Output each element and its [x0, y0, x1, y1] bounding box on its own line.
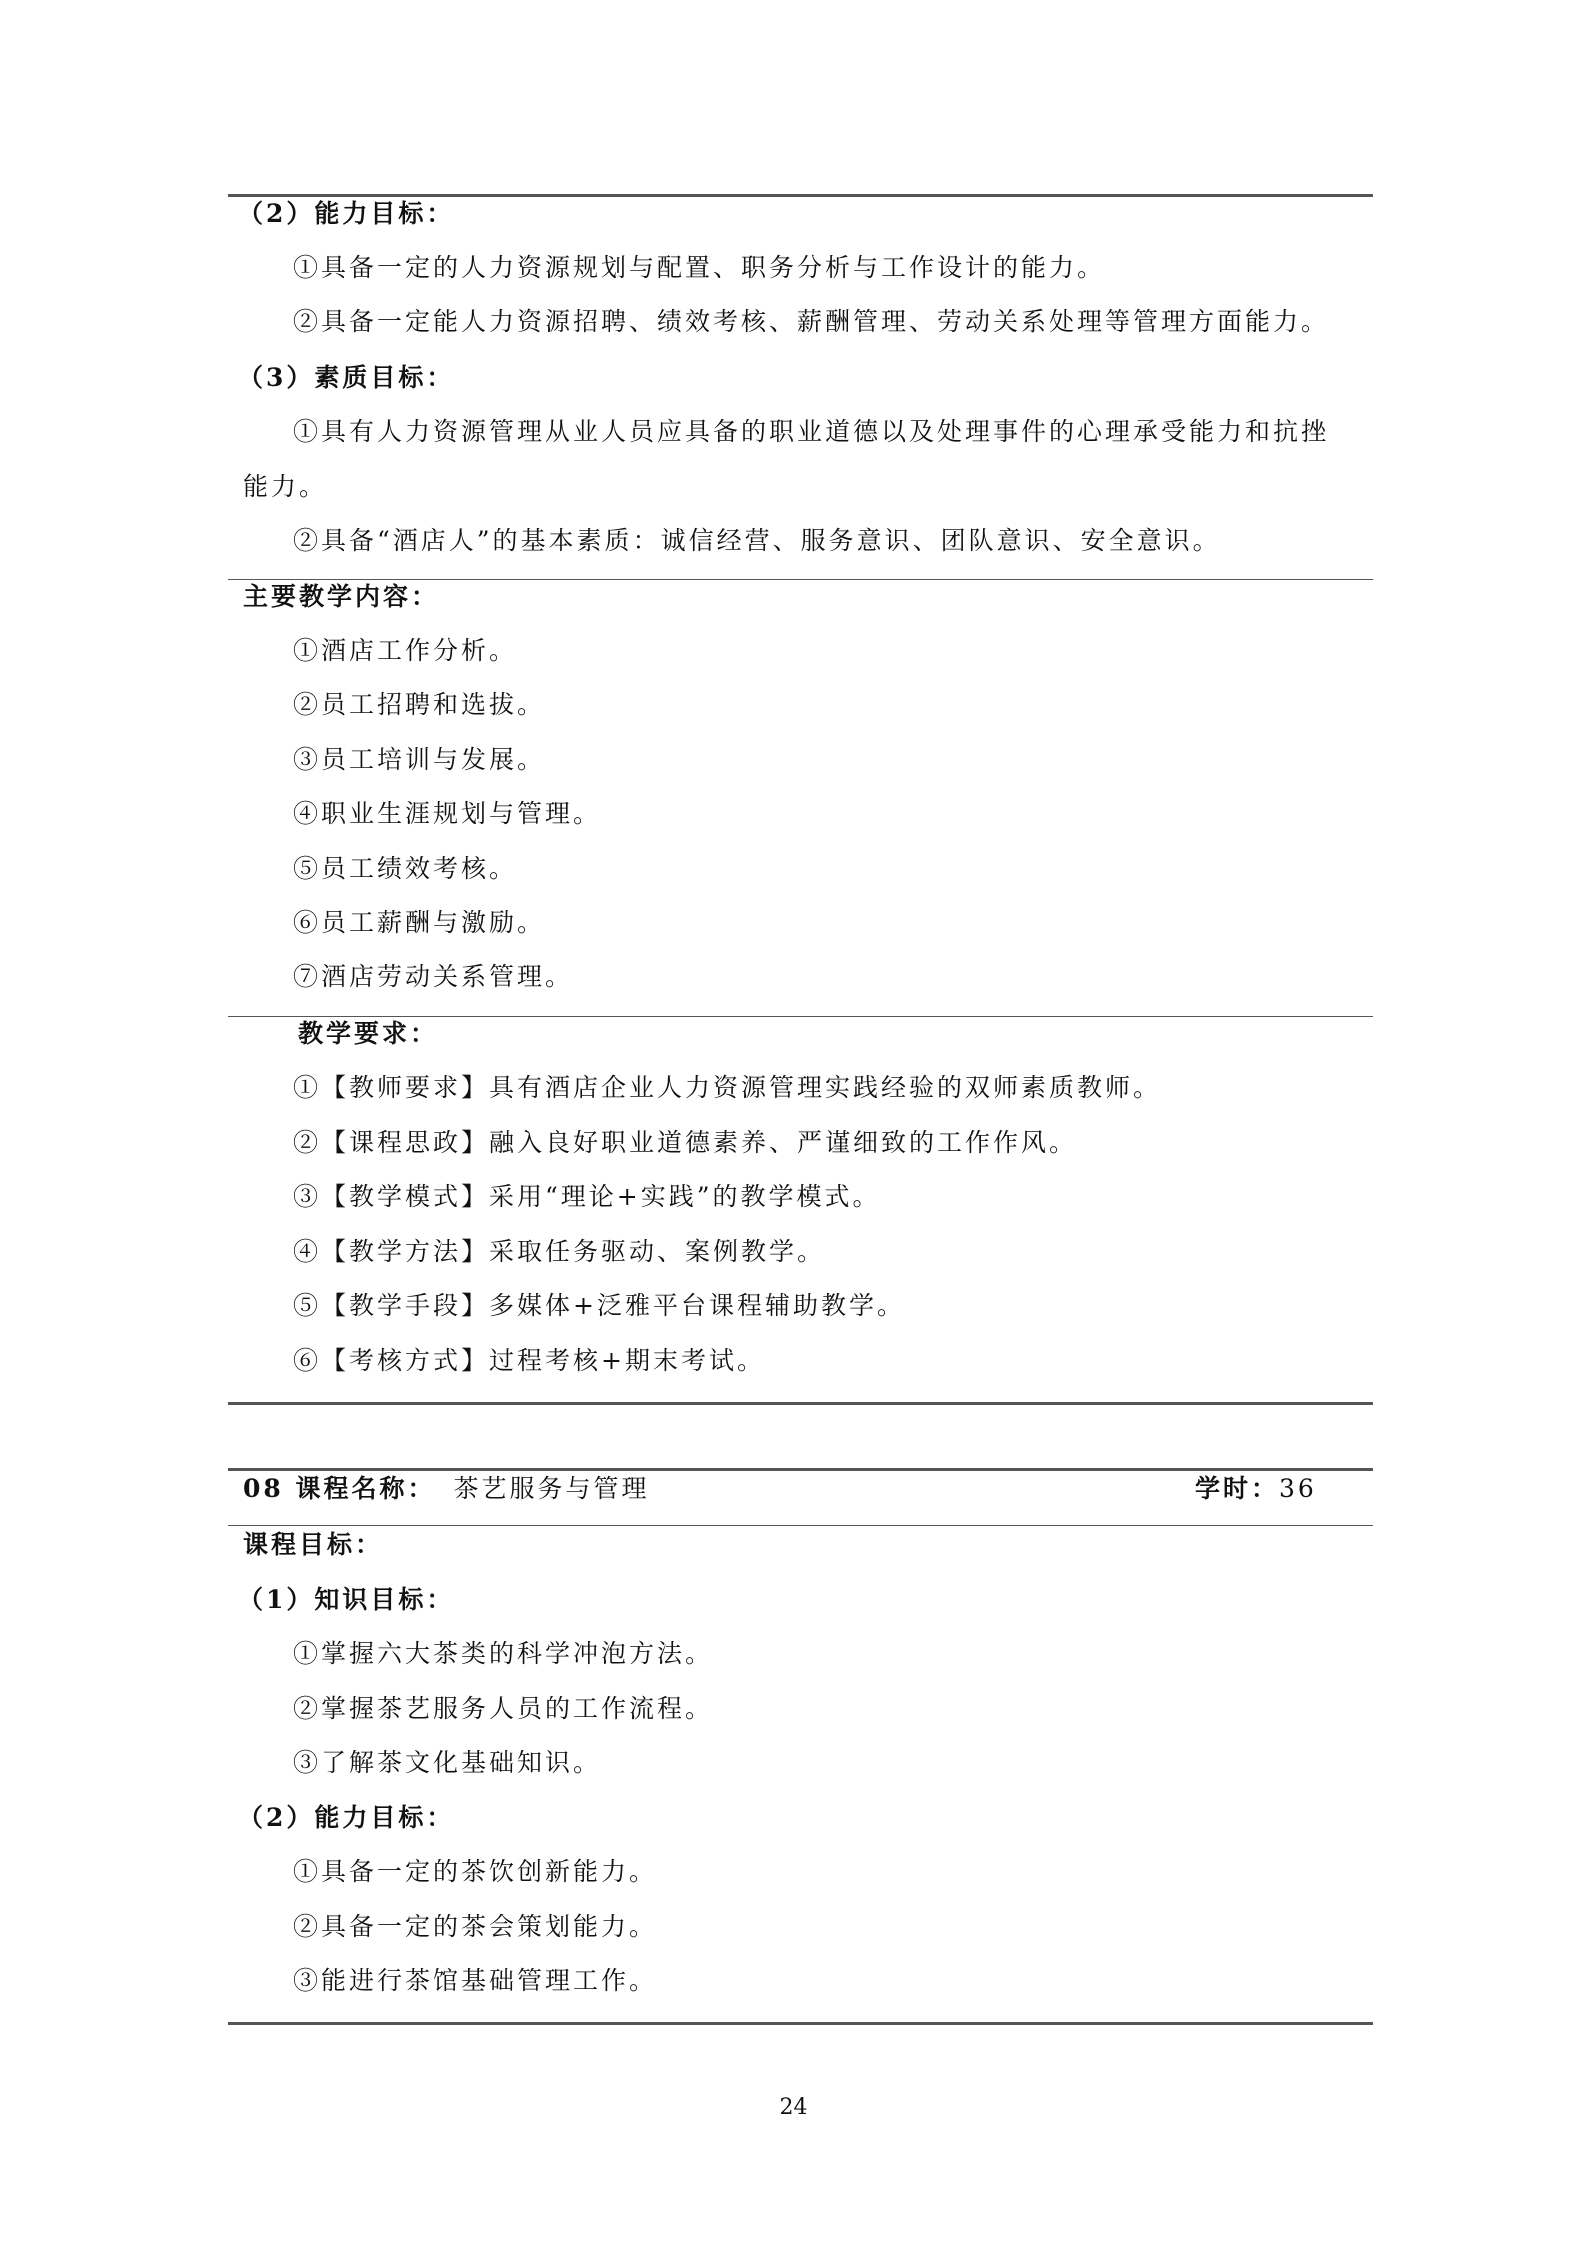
ability-goal-heading: （2）能力目标：: [238, 1803, 455, 1832]
section-divider: [228, 1016, 1373, 1017]
course-goal-heading: 课程目标：: [243, 1530, 384, 1559]
course-hours-label: 学时：: [1195, 1474, 1280, 1503]
quality-goal-item: ②具备“酒店人”的基本素质：诚信经营、服务意识、团队意识、安全意识。: [293, 526, 1221, 555]
course-hours: [1195, 1473, 1317, 1505]
teaching-content-heading: 主要教学内容：: [243, 582, 440, 611]
teaching-content-item: ①酒店工作分析。: [293, 636, 518, 665]
table-top-rule: [228, 1468, 1373, 1471]
teaching-content-item: ⑤员工绩效考核。: [293, 854, 518, 883]
ability-goal-item: ①具备一定的人力资源规划与配置、职务分析与工作设计的能力。: [293, 253, 1106, 282]
teaching-content-item: ⑦酒店劳动关系管理。: [293, 962, 574, 991]
teaching-requirement-item: ⑤【教学手段】多媒体+泛雅平台课程辅助教学。: [293, 1291, 905, 1320]
ability-goal-heading: （2）能力目标：: [238, 199, 455, 228]
knowledge-goal-item: ③了解茶文化基础知识。: [293, 1748, 602, 1777]
course-name-label: 08 课程名称：: [243, 1474, 436, 1503]
knowledge-goal-item: ①掌握六大茶类的科学冲泡方法。: [293, 1639, 714, 1668]
teaching-content-item: ②员工招聘和选拔。: [293, 690, 546, 719]
ability-goal-item: ②具备一定能人力资源招聘、绩效考核、薪酬管理、劳动关系处理等管理方面能力。: [293, 307, 1330, 336]
teaching-content-item: ⑥员工薪酬与激励。: [293, 908, 546, 937]
course-title-row: [243, 1473, 650, 1505]
table-bottom-rule: [228, 1402, 1373, 1405]
table-top-rule: [228, 194, 1373, 197]
teaching-requirement-item: ③【教学模式】采用“理论+实践”的教学模式。: [293, 1182, 881, 1211]
ability-goal-item: ①具备一定的茶饮创新能力。: [293, 1857, 658, 1886]
section-divider: [228, 579, 1373, 580]
teaching-requirement-item: ①【教师要求】具有酒店企业人力资源管理实践经验的双师素质教师。: [293, 1073, 1162, 1102]
quality-goal-item: ①具有人力资源管理从业人员应具备的职业道德以及处理事件的心理承受能力和抗挫: [293, 417, 1330, 446]
table-bottom-rule: [228, 2022, 1373, 2025]
course-name: 茶艺服务与管理: [453, 1474, 650, 1503]
quality-goal-heading: （3）素质目标：: [238, 363, 455, 392]
section-divider: [228, 1525, 1373, 1526]
teaching-requirements-heading: 教学要求：: [298, 1019, 439, 1048]
knowledge-goal-heading: （1）知识目标：: [238, 1585, 455, 1614]
course-hours-value: 36: [1279, 1474, 1317, 1503]
ability-goal-item: ③能进行茶馆基础管理工作。: [293, 1966, 658, 1995]
teaching-requirement-item: ⑥【考核方式】过程考核+期末考试。: [293, 1346, 765, 1375]
ability-goal-item: ②具备一定的茶会策划能力。: [293, 1912, 658, 1941]
page-number: 24: [779, 2095, 808, 2120]
teaching-requirement-item: ②【课程思政】融入良好职业道德素养、严谨细致的工作作风。: [293, 1128, 1078, 1157]
teaching-requirement-item: ④【教学方法】采取任务驱动、案例教学。: [293, 1237, 826, 1266]
teaching-content-item: ③员工培训与发展。: [293, 745, 546, 774]
knowledge-goal-item: ②掌握茶艺服务人员的工作流程。: [293, 1694, 714, 1723]
quality-goal-item-continuation: 能力。: [243, 472, 328, 501]
teaching-content-item: ④职业生涯规划与管理。: [293, 799, 602, 828]
